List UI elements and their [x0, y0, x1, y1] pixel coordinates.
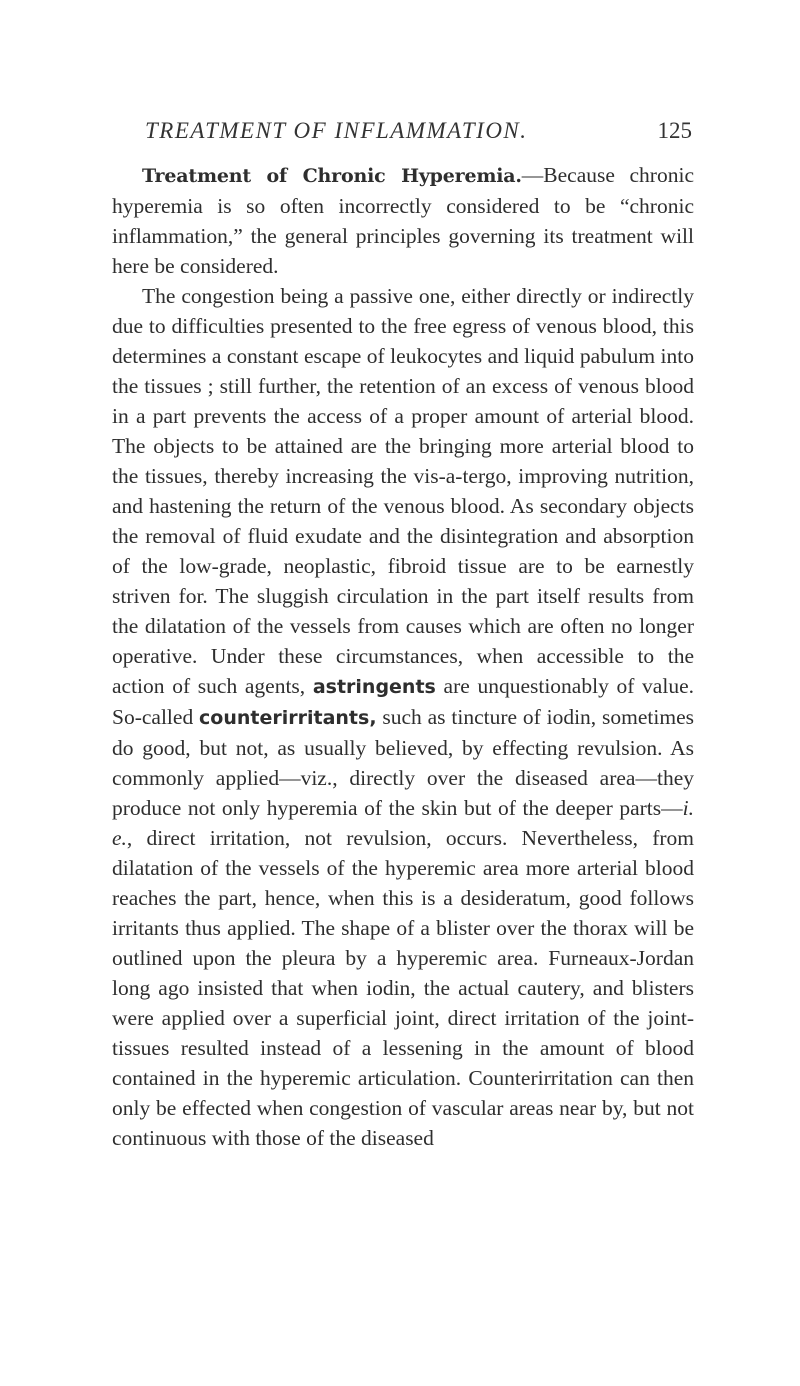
section-heading: Treatment of Chronic Hyperemia.: [142, 165, 522, 187]
paragraph-1: [112, 160, 694, 281]
abbrev-ie: i. e.: [112, 796, 694, 850]
paragraph-2: [112, 281, 694, 1153]
paragraph-1-text: —Because chronic hyperemia is so often incorrectly considered to be “chronic inflammation,” the general principles governing its treatment will here be considered.: [112, 163, 694, 278]
paragraph-2-part2: are unquestionably of value. So-called: [112, 674, 694, 729]
body-text: [112, 160, 694, 1153]
paragraph-2-part4: , direct irritation, not revulsion, occurs. Nevertheless, from dilatation of the vessels of the hyperemic area more arterial blood reaches the part, hence, when this is a desideratum, good follows irritants thus applied. The shape of a blister over the thorax will be outlined upon the pleura by a hyperemic area. Furneaux-Jordan long ago insisted that when iodin, the actual cautery, and blisters were applied over a superficial joint, direct irritation of the joint-tissues resulted instead of a lessening in the amount of blood contained in the hyperemic articulation. Counterirritation can then only be effected when congestion of vascular areas near by, but not continuous with those of the diseased: [112, 826, 694, 1150]
term-counterirritants: counterirritants,: [199, 707, 377, 729]
term-astringents: astringents: [312, 676, 436, 698]
paragraph-2-part3: such as tincture of iodin, sometimes do good, but not, as usually believed, by effecting revulsion. As commonly applied—viz., directly over the diseased area—they produce not only hyperemia of the skin but of the deeper parts—: [112, 705, 694, 820]
paragraph-2-part1: The congestion being a passive one, either directly or indirectly due to difficulties presented to the free egress of venous blood, this determines a constant escape of leukocytes and liquid pabulum into the tissues ; still further, the retention of an excess of venous blood in a part prevents the access of a proper amount of arterial blood. The objects to be attained are the bringing more arterial blood to the tissues, thereby increasing the vis-a-tergo, improving nutrition, and hastening the return of the venous blood. As secondary objects the removal of fluid exudate and the disintegration and absorption of the low-grade, neoplastic, fibroid tissue are to be earnestly striven for. The sluggish circulation in the part itself results from the dilatation of the vessels from causes which are often no longer operative. Under these circumstances, when accessible to the action of such agents,: [112, 284, 694, 698]
running-head: TREATMENT OF INFLAMMATION.: [145, 118, 528, 143]
page-number: 125: [657, 118, 692, 143]
